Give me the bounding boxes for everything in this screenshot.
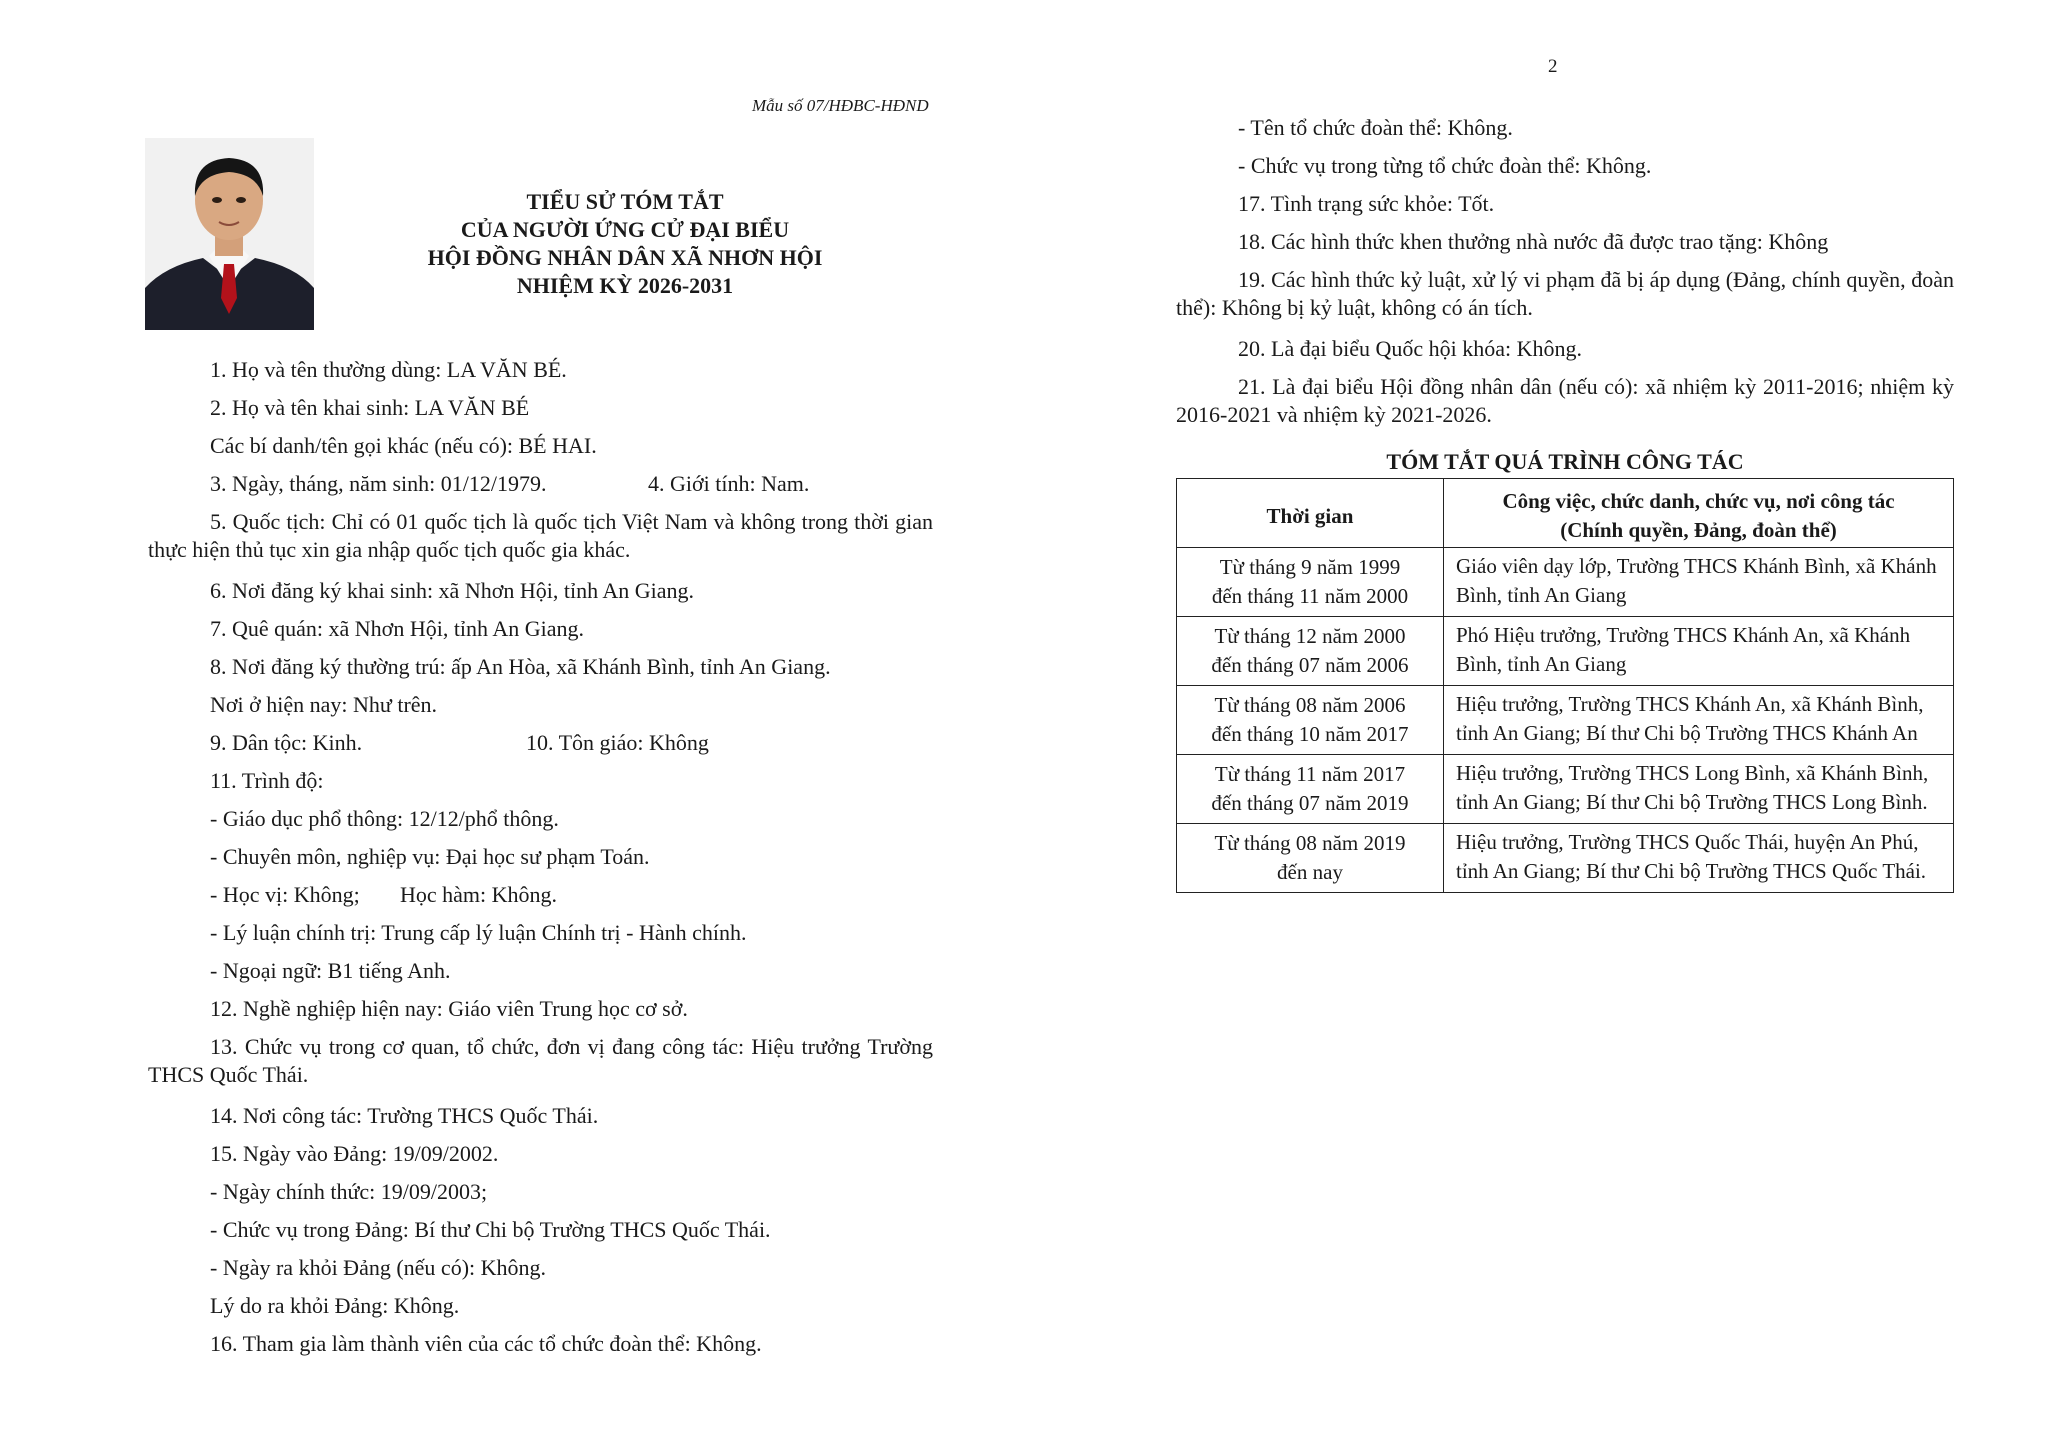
page-number: 2 — [1548, 56, 1558, 77]
header-duty-line1: Công việc, chức danh, chức vụ, nơi công tác — [1502, 489, 1895, 513]
header-duty — [1444, 479, 1954, 548]
field-national-assembly: 20. Là đại biểu Quốc hội khóa: Không. — [1238, 336, 1582, 361]
form-number: Mẫu số 07/HĐBC-HĐND — [752, 96, 929, 115]
duty-cell: Hiệu trưởng, Trường THCS Khánh An, xã Khánh Bình, tỉnh An Giang; Bí thư Chi bộ Trường THCS Khánh An — [1444, 686, 1954, 755]
period-from: Từ tháng 9 năm 1999 — [1219, 555, 1401, 579]
field-birth-name: 2. Họ và tên khai sinh: LA VĂN BÉ — [210, 395, 530, 420]
title-line: NHIỆM KỲ 2026-2031 — [516, 273, 734, 298]
table-row — [1177, 686, 1954, 755]
field-hometown: 7. Quê quán: xã Nhơn Hội, tỉnh An Giang. — [210, 616, 584, 641]
field-birth-registration: 6. Nơi đăng ký khai sinh: xã Nhơn Hội, tỉnh An Giang. — [210, 578, 695, 603]
field-residence: 8. Nơi đăng ký thường trú: ấp An Hòa, xã Khánh Bình, tỉnh An Giang. — [210, 654, 831, 679]
field-current-address: Nơi ở hiện nay: Như trên. — [210, 692, 438, 717]
field-dob-row — [148, 466, 933, 504]
candidate-photo — [145, 138, 314, 330]
field-religion: 10. Tôn giáo: Không — [526, 730, 709, 755]
table-row — [1177, 617, 1954, 686]
field-specialty: - Chuyên môn, nghiệp vụ: Đại học sư phạm Toán. — [210, 844, 650, 869]
duty-cell: Phó Hiệu trưởng, Trường THCS Khánh An, xã Khánh Bình, tỉnh An Giang — [1444, 617, 1954, 686]
field-health: 17. Tình trạng sức khỏe: Tốt. — [1238, 191, 1495, 216]
field-common-name: 1. Họ và tên thường dùng: LA VĂN BÉ. — [210, 357, 567, 382]
duty-cell: Giáo viên dạy lớp, Trường THCS Khánh Bình, xã Khánh Bình, tỉnh An Giang — [1444, 548, 1954, 617]
field-ethnic-row — [148, 725, 933, 763]
period-cell — [1177, 617, 1444, 686]
period-to: đến tháng 11 năm 2000 — [1211, 584, 1409, 608]
field-degree-row — [148, 877, 933, 915]
field-organization-position: - Chức vụ trong từng tổ chức đoàn thể: Không. — [1238, 153, 1652, 178]
field-people-council: 21. Là đại biểu Hội đồng nhân dân (nếu có): xã nhiệm kỳ 2011-2016; nhiệm kỳ 2016-2021 và nhiệm kỳ 2021-2026. — [1176, 374, 1954, 427]
period-from: Từ tháng 12 năm 2000 — [1214, 624, 1406, 648]
title-line: CỦA NGƯỜI ỨNG CỬ ĐẠI BIỂU — [460, 217, 790, 242]
right-column — [1176, 110, 1954, 483]
field-party-position: - Chức vụ trong Đảng: Bí thư Chi bộ Trường THCS Quốc Thái. — [210, 1217, 771, 1242]
field-degree: - Học vị: Không; — [210, 882, 360, 907]
field-ethnicity: 9. Dân tộc: Kinh. — [210, 730, 363, 755]
document-title — [325, 188, 925, 300]
period-to: đến tháng 07 năm 2019 — [1211, 791, 1409, 815]
title-line: HỘI ĐỒNG NHÂN DÂN XÃ NHƠN HỘI — [427, 245, 823, 270]
field-party-join-date: 15. Ngày vào Đảng: 19/09/2002. — [210, 1141, 499, 1166]
field-discipline: 19. Các hình thức kỷ luật, xử lý vi phạm đã bị áp dụng (Đảng, chính quyền, đoàn thể): Không bị kỷ luật, không có án tích. — [1176, 267, 1954, 320]
period-cell — [1177, 686, 1444, 755]
header-time-label: Thời gian — [1266, 503, 1354, 528]
table-row — [1177, 824, 1954, 893]
field-organization-name: - Tên tổ chức đoàn thể: Không. — [1238, 115, 1513, 140]
period-to: đến nay — [1277, 860, 1343, 884]
period-from: Từ tháng 08 năm 2006 — [1214, 693, 1406, 717]
period-from: Từ tháng 11 năm 2017 — [1214, 762, 1406, 786]
period-cell — [1177, 824, 1444, 893]
period-cell — [1177, 548, 1444, 617]
period-to: đến tháng 10 năm 2017 — [1211, 722, 1409, 746]
header-time — [1177, 479, 1444, 548]
duty-cell: Hiệu trưởng, Trường THCS Long Bình, xã Khánh Bình, tỉnh An Giang; Bí thư Chi bộ Trường THCS Long Bình. — [1444, 755, 1954, 824]
field-dob: 3. Ngày, tháng, năm sinh: 01/12/1979. — [210, 471, 547, 496]
field-academic-title: Học hàm: Không. — [400, 882, 558, 907]
table-header-row — [1177, 479, 1954, 548]
field-workplace: 14. Nơi công tác: Trường THCS Quốc Thái. — [210, 1103, 599, 1128]
field-position: 13. Chức vụ trong cơ quan, tổ chức, đơn vị đang công tác: Hiệu trưởng Trường THCS Quốc Thái. — [148, 1034, 933, 1087]
field-general-education: - Giáo dục phổ thông: 12/12/phổ thông. — [210, 806, 559, 831]
field-gender: 4. Giới tính: Nam. — [648, 471, 810, 496]
field-foreign-language: - Ngoại ngữ: B1 tiếng Anh. — [210, 958, 451, 983]
period-cell — [1177, 755, 1444, 824]
field-party-official-date: - Ngày chính thức: 19/09/2003; — [210, 1179, 488, 1204]
work-history-heading: TÓM TẮT QUÁ TRÌNH CÔNG TÁC — [1386, 449, 1744, 474]
table-row — [1177, 755, 1954, 824]
period-to: đến tháng 07 năm 2006 — [1211, 653, 1409, 677]
field-awards: 18. Các hình thức khen thưởng nhà nước đã được trao tặng: Không — [1238, 229, 1829, 254]
field-party-leave-reason: Lý do ra khỏi Đảng: Không. — [210, 1293, 460, 1318]
field-alias: Các bí danh/tên gọi khác (nếu có): BÉ HAI. — [210, 433, 597, 458]
work-history-table — [1176, 478, 1954, 893]
header-duty-line2: (Chính quyền, Đảng, đoàn thể) — [1560, 518, 1837, 542]
field-party-leave-date: - Ngày ra khỏi Đảng (nếu có): Không. — [210, 1255, 547, 1280]
duty-cell: Hiệu trưởng, Trường THCS Quốc Thái, huyện An Phú, tỉnh An Giang; Bí thư Chi bộ Trường THCS Quốc Thái. — [1444, 824, 1954, 893]
table-row — [1177, 548, 1954, 617]
period-from: Từ tháng 08 năm 2019 — [1214, 831, 1406, 855]
field-nationality: 5. Quốc tịch: Chỉ có 01 quốc tịch là quốc tịch Việt Nam và không trong thời gian thực hiện thủ tục xin gia nhập quốc tịch quốc gia khác. — [148, 509, 933, 562]
title-line: TIỂU SỬ TÓM TẮT — [526, 189, 724, 214]
field-education: 11. Trình độ: — [210, 768, 324, 793]
field-political-theory: - Lý luận chính trị: Trung cấp lý luận Chính trị - Hành chính. — [210, 920, 747, 945]
field-occupation: 12. Nghề nghiệp hiện nay: Giáo viên Trung học cơ sở. — [210, 996, 688, 1021]
field-organizations: 16. Tham gia làm thành viên của các tổ chức đoàn thể: Không. — [210, 1331, 762, 1356]
left-column — [148, 352, 933, 1364]
